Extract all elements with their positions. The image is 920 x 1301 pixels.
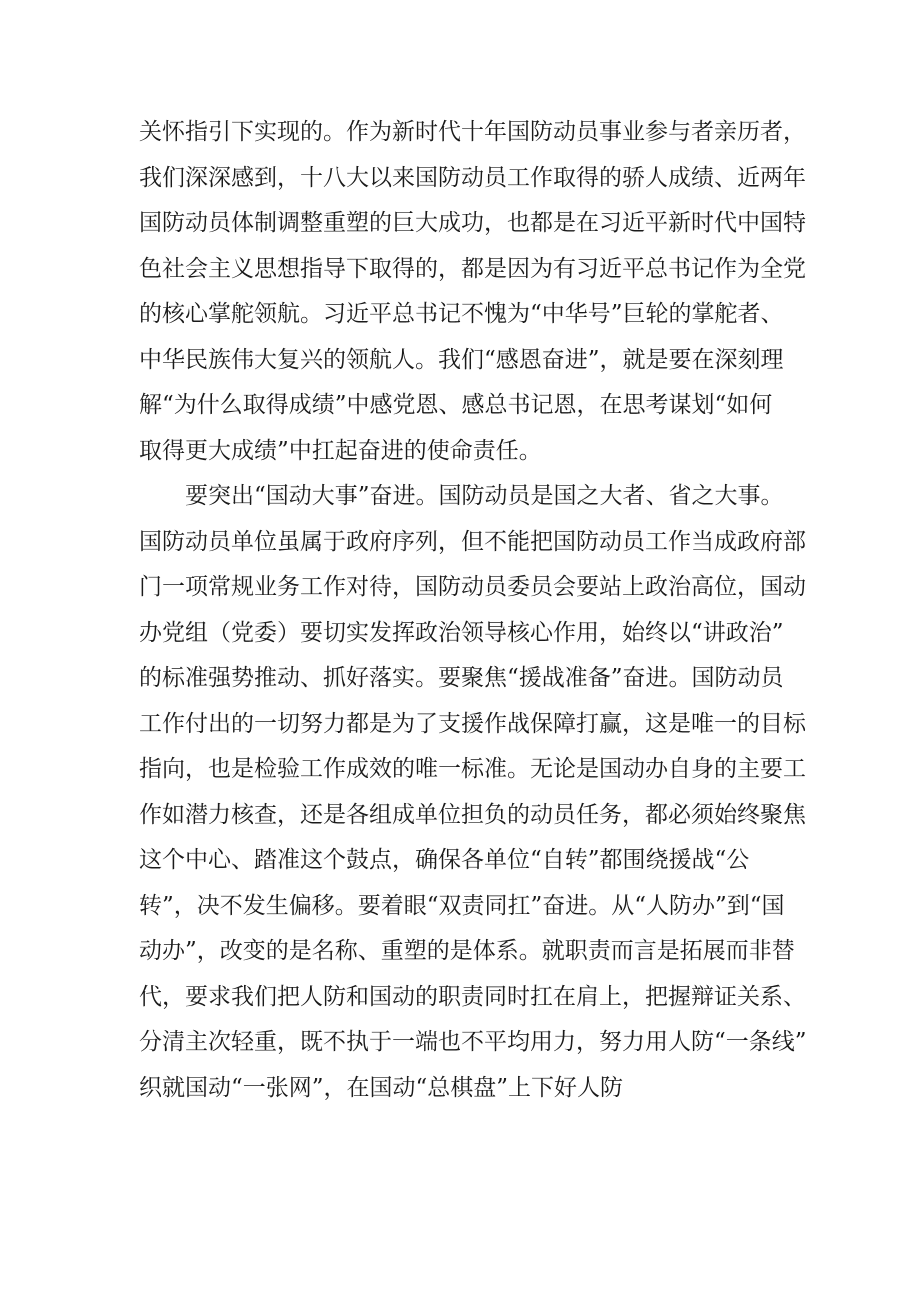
- text-line: 办党组（党委）要切实发挥政治领导核心作用，始终以“讲政治”: [139, 619, 784, 646]
- text-line: 中华民族伟大复兴的领航人。我们“感恩奋进”，就是要在深刻理: [139, 346, 784, 373]
- text-line: 作如潜力核查，还是各组成单位担负的动员任务，都必须始终聚焦: [139, 801, 806, 828]
- paragraph-start-line: 要突出“国动大事”奋进。国防动员是国之大者、省之大事。: [185, 483, 784, 509]
- text-line: 动办”，改变的是名称、重塑的是体系。就职责而言是拓展而非替: [139, 938, 795, 964]
- text-line: 的核心掌舵领航。习近平总书记不愧为“中华号”巨轮的掌舵者、: [139, 301, 784, 327]
- text-line: 的标准强势推动、抓好落实。要聚焦“援战准备”奋进。国防动员: [139, 665, 784, 691]
- text-line: 色社会主义思想指导下取得的，都是因为有习近平总书记作为全党: [139, 255, 806, 282]
- text-line: 代，要求我们把人防和国动的职责同时扛在肩上，把握辩证关系、: [139, 983, 806, 1010]
- body-text: [139, 110, 807, 1111]
- text-line: 国防动员单位虽属于政府序列，但不能把国防动员工作当成政府部: [139, 528, 806, 555]
- text-line: 转”，决不发生偏移。要着眼“双责同扛”奋进。从“人防办”到“国: [139, 892, 785, 919]
- text-line: 门一项常规业务工作对待，国防动员委员会要站上政治高位，国动: [139, 574, 806, 600]
- text-line: 工作付出的一切努力都是为了支援作战保障打赢，这是唯一的目标: [139, 710, 806, 737]
- text-line: 我们深深感到，十八大以来国防动员工作取得的骄人成绩、近两年: [139, 164, 806, 191]
- text-line: 织就国动“一张网”，在国动“总棋盘”上下好人防: [139, 1074, 624, 1101]
- text-line: 取得更大成绩”中扛起奋进的使命责任。: [139, 437, 542, 464]
- text-line: 指向，也是检验工作成效的唯一标准。无论是国动办自身的主要工: [139, 756, 806, 782]
- text-line: 解“为什么取得成绩”中感党恩、感总书记恩，在思考谋划“如何: [139, 392, 773, 418]
- text-line: 这个中心、踏准这个鼓点，确保各单位“自转”都围绕援战“公: [139, 847, 750, 873]
- text-line: 分清主次轻重，既不执于一端也不平均用力，努力用人防“一条线”: [139, 1029, 807, 1055]
- text-line: 关怀指引下实现的。作为新时代十年国防动员事业参与者亲历者，: [139, 119, 806, 145]
- text-line: 国防动员体制调整重塑的巨大成功，也都是在习近平新时代中国特: [139, 210, 806, 236]
